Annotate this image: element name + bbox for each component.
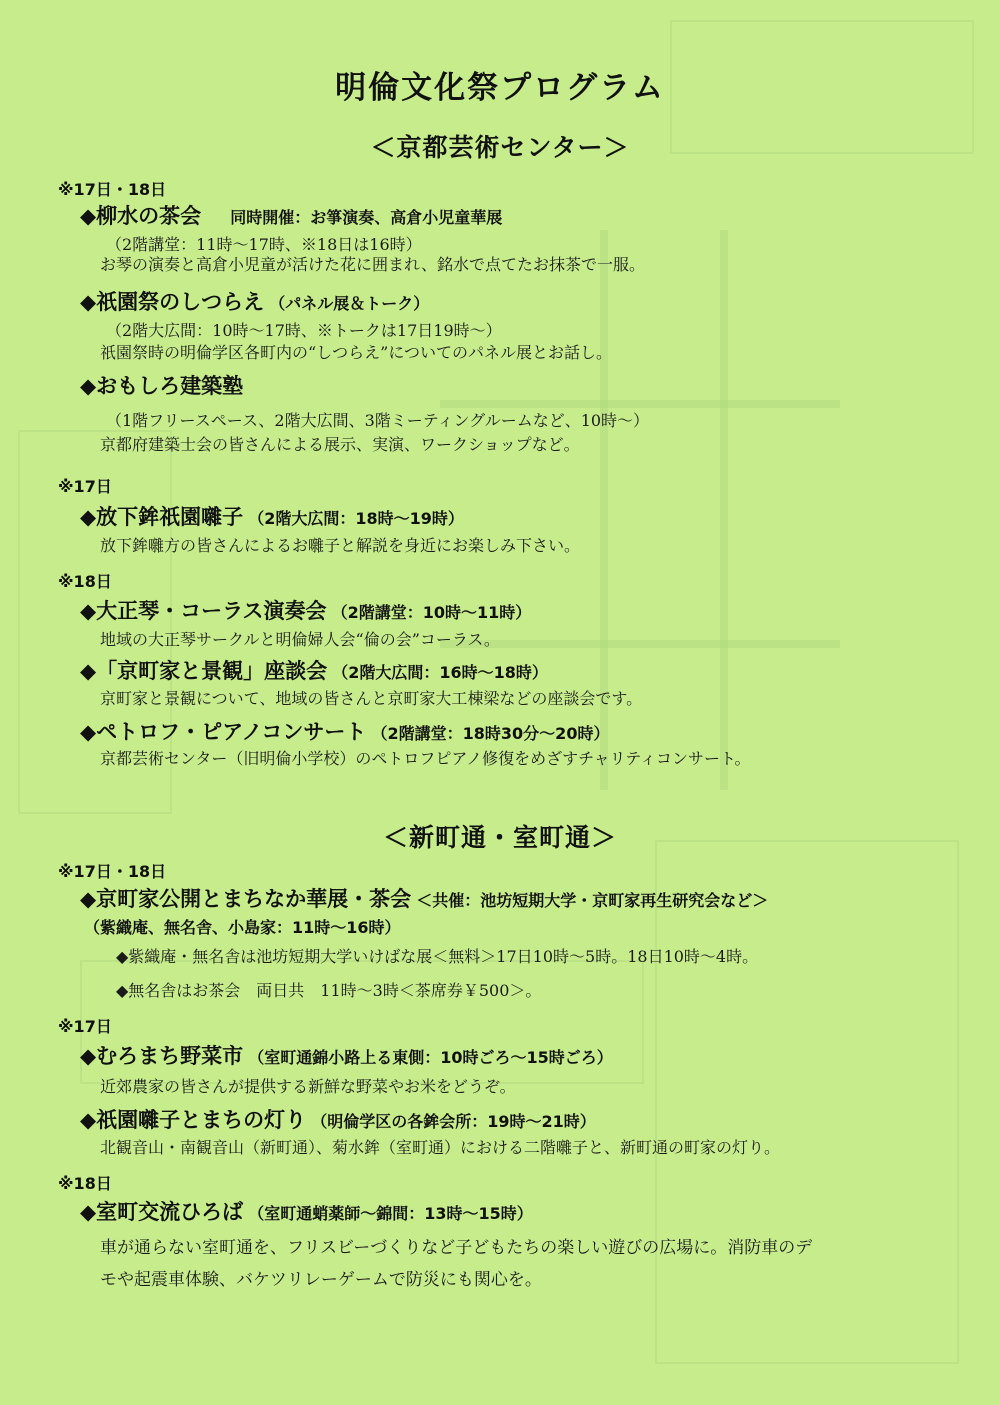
event-name: ◆むろまち野菜市 [80,1044,244,1068]
showthrough-map-line-4 [440,640,840,648]
venue-heading-shinmachi: ＜新町通・室町通＞ [382,823,617,852]
event-title-ryusui-tea [80,200,502,230]
event-note: （室町通錦小路上る東側：10時ごろ〜15時ごろ） [248,1048,613,1067]
event-name: ◆京町家公開とまちなか華展・茶会 [80,887,412,911]
event-title-petrof-concert [80,716,609,746]
event-note: （室町通蛸薬師〜錦間：13時〜15時） [248,1204,533,1223]
event-description: 地域の大正琴サークルと明倫婦人会“倫の会”コーラス。 [100,630,500,649]
event-note: （2階講堂：18時30分〜20時） [371,724,610,743]
date-label: ※17日・18日 [58,862,167,881]
event-name: ◆「京町家と景観」座談会 [80,659,328,683]
event-description: ◆紫織庵・無名舎は池坊短期大学いけばな展＜無料＞17日10時〜5時。18日10時〜4時。 [116,947,759,966]
date-label: ※17日・18日 [58,180,167,199]
event-description: 北観音山・南観音山（新町通）、菊水鉾（室町通）における二階囃子と、新町通の町家の灯り。 [100,1138,781,1157]
showthrough-map-line-2 [720,230,728,790]
event-name: ◆祇園囃子とまちの灯り [80,1108,307,1132]
event-note: （2階大広間：16時〜18時） [332,663,548,682]
event-name: ◆放下鉾祇園囃子 [80,505,244,529]
showthrough-map-line-3 [440,400,840,408]
event-description: 京都府建築士会の皆さんによる展示、実演、ワークショップなど。 [100,435,580,454]
showthrough-right-box [655,840,959,1364]
event-description: 近郊農家の皆さんが提供する新鮮な野菜やお米をどうぞ。 [100,1077,516,1096]
event-name: ◆柳水の茶会 [80,204,202,228]
event-note: ＜共催：池坊短期大学・京町家再生研究会など＞ [416,891,769,910]
event-title-machiya-forum [80,655,548,685]
event-note: （パネル展＆トーク） [269,294,430,313]
date-label: ※18日 [58,1174,112,1193]
date-label: ※17日 [58,477,112,496]
page-title: 明倫文化祭プログラム [335,70,665,106]
event-title-gion-bayashi [80,1104,596,1134]
event-description: モや起震車体験、バケツリレーゲームで防災にも関心を。 [100,1270,542,1290]
event-note: （紫織庵、無名舎、小島家：11時〜16時） [84,918,401,937]
event-name: ◆ペトロフ・ピアノコンサート [80,720,367,744]
date-label: ※18日 [58,572,112,591]
event-title-architecture [80,370,243,400]
event-note: （明倫学区の各鉾会所：19時〜21時） [311,1112,596,1131]
event-description: 京町家と景観について、地域の皆さんと京町家大工棟梁などの座談会です。 [100,689,643,708]
event-note: （2階大広間：18時〜19時） [248,509,464,528]
event-title-taishogoto [80,595,531,625]
event-name: ◆大正琴・コーラス演奏会 [80,599,327,623]
event-description: 放下鉾囃方の皆さんによるお囃子と解説を身近にお楽しみ下さい。 [100,536,581,555]
event-description: 車が通らない室町通を、フリスビーづくりなど子どもたちの楽しい遊びの広場に。消防車のデ [100,1238,813,1258]
event-detail: （2階大広間：10時〜17時、※トークは17日19時〜） [106,321,502,340]
event-detail: （2階講堂：11時〜17時、※18日は16時） [106,235,422,254]
event-detail: （1階フリースペース、2階大広間、3階ミーティングルームなど、10時〜） [106,411,650,430]
event-note: （2階講堂：10時〜11時） [331,603,532,622]
event-title-vegetable-market [80,1040,613,1070]
event-description: 祇園祭時の明倫学区各町内の“しつらえ”についてのパネル展とお話し。 [100,343,613,362]
event-title-hokaboko [80,501,464,531]
event-name: ◆祇園祭のしつらえ [80,290,265,314]
event-venues [84,915,401,938]
venue-heading-art-center: ＜京都芸術センター＞ [370,133,630,162]
event-title-muromachi-plaza [80,1196,533,1226]
event-description: お琴の演奏と高倉小児童が活けた花に囲まれ、銘水で点てたお抹茶で一服。 [100,255,645,274]
event-name: ◆おもしろ建築塾 [80,374,244,398]
event-note: 同時開催：お箏演奏、高倉小児童華展 [230,208,503,227]
date-label: ※17日 [58,1017,112,1036]
event-description: 京都芸術センター（旧明倫小学校）のペトロフピアノ修復をめざすチャリティコンサート。 [100,749,751,768]
event-title-machiya-open [80,883,768,913]
event-name: ◆室町交流ひろば [80,1200,244,1224]
event-description: ◆無名舎はお茶会 両日共 11時〜3時＜茶席券￥500＞。 [116,981,542,1000]
event-title-gion-shitsurae [80,286,429,316]
